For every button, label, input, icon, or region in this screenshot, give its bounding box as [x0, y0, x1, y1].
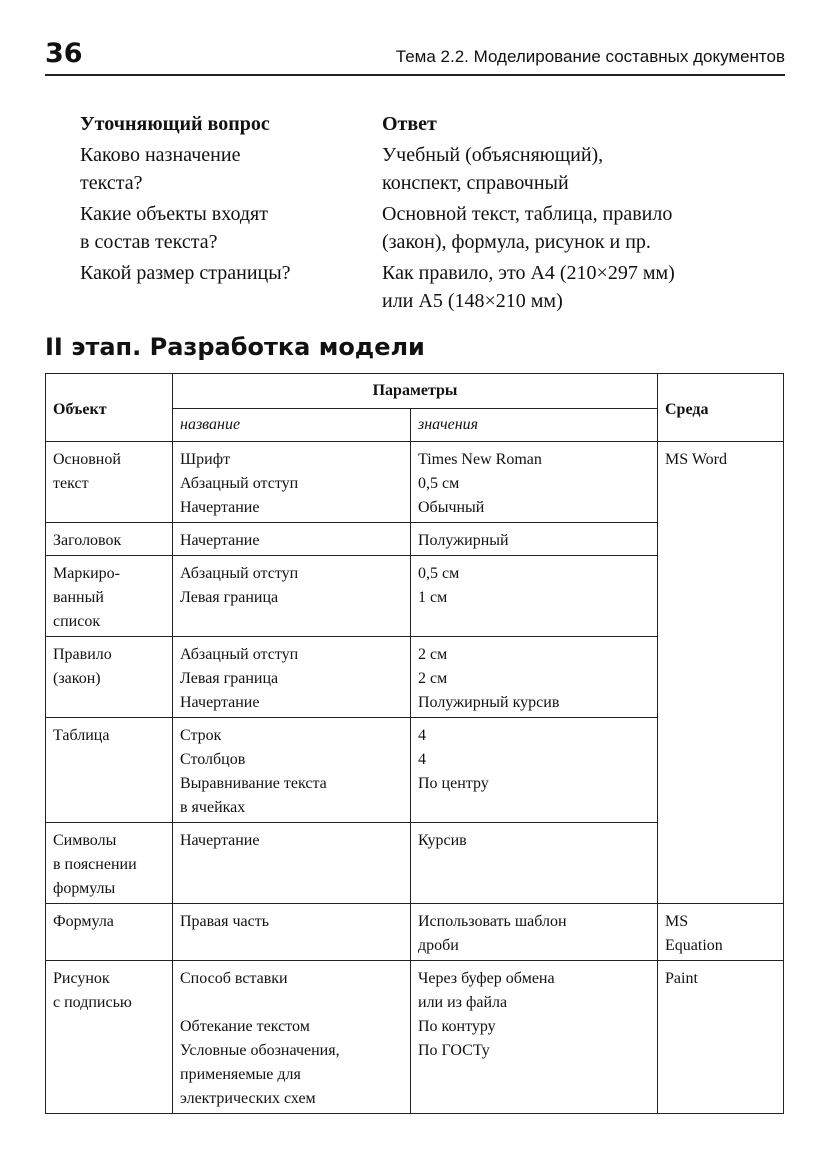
object-cell-line: Таблица	[53, 727, 110, 744]
param-value-cell-line: Полужирный	[418, 532, 509, 549]
qa-row	[80, 200, 792, 256]
param-value-cell-line: 2 см	[418, 646, 448, 663]
object-cell	[46, 442, 173, 523]
object-cell-line: Формула	[53, 913, 114, 930]
environment-cell	[658, 442, 784, 904]
param-name-cell-line: электрических схем	[180, 1090, 316, 1107]
param-name-cell-line: Абзацный отступ	[180, 475, 299, 492]
model-table	[45, 373, 784, 1114]
header-environment: Среда	[658, 374, 784, 442]
param-value-cell-line: По ГОСТу	[418, 1042, 490, 1059]
param-name-cell-line: Обтекание текстом	[180, 1018, 310, 1035]
param-name-cell	[173, 556, 411, 637]
param-name-cell-line: Абзацный отступ	[180, 565, 299, 582]
object-cell-line: текст	[53, 475, 89, 492]
object-cell-line: в пояснении	[53, 856, 137, 873]
param-value-cell-line: По контуру	[418, 1018, 496, 1035]
param-name-cell	[173, 523, 411, 556]
param-name-cell-line: применяемые для	[180, 1066, 301, 1083]
param-name-cell-line: Начертание	[180, 499, 260, 516]
param-name-cell-line: Абзацный отступ	[180, 646, 299, 663]
qa-row	[80, 141, 792, 197]
param-name-cell-line: Выравнивание текста	[180, 775, 327, 792]
object-cell-line: с подписью	[53, 994, 132, 1011]
param-value-cell	[411, 637, 658, 718]
qa-answer: Основной текст, таблица, правило (закон), формула, рисунок и пр.	[382, 203, 673, 253]
header-param-name: название	[173, 409, 411, 442]
qa-question: Какой размер страницы?	[80, 262, 291, 284]
param-name-cell-line: Начертание	[180, 532, 260, 549]
qa-row	[80, 259, 792, 315]
param-name-cell-line: Столбцов	[180, 751, 246, 768]
object-cell	[46, 556, 173, 637]
param-name-cell-line: Условные обозначения,	[180, 1042, 340, 1059]
param-value-cell	[411, 904, 658, 961]
environment-cell-line: MS	[665, 913, 689, 930]
param-value-cell-line: или из файла	[418, 994, 508, 1011]
param-value-cell	[411, 823, 658, 904]
param-name-cell-line: Способ вставки	[180, 970, 288, 987]
environment-cell	[658, 904, 784, 961]
param-name-cell-line: Левая граница	[180, 589, 279, 606]
param-name-cell-line: Правая часть	[180, 913, 269, 930]
param-value-cell	[411, 442, 658, 523]
header-parameters: Параметры	[173, 374, 658, 409]
header-param-values: значения	[411, 409, 658, 442]
param-name-cell	[173, 442, 411, 523]
table-row	[46, 442, 784, 523]
page-number: 36	[45, 38, 83, 69]
param-value-cell-line: 0,5 см	[418, 565, 460, 582]
param-name-cell-line: Начертание	[180, 694, 260, 711]
param-value-cell-line: Полужирный курсив	[418, 694, 560, 711]
object-cell-line: Символы	[53, 832, 117, 849]
param-value-cell-line: Times New Roman	[418, 451, 542, 468]
param-name-cell	[173, 961, 411, 1114]
object-cell	[46, 637, 173, 718]
qa-question: Каково назначение текста?	[80, 144, 241, 194]
object-cell	[46, 718, 173, 823]
param-value-cell	[411, 556, 658, 637]
param-name-cell-line: Левая граница	[180, 670, 279, 687]
qa-question: Какие объекты входят в состав текста?	[80, 203, 268, 253]
object-cell-line: Правило	[53, 646, 112, 663]
param-value-cell	[411, 523, 658, 556]
qa-header-question: Уточняющий вопрос	[80, 113, 270, 135]
section-title: II этап. Разработка модели	[45, 333, 425, 361]
object-cell	[46, 523, 173, 556]
param-value-cell-line: Курсив	[418, 832, 467, 849]
table-row	[46, 961, 784, 1114]
param-value-cell-line: 0,5 см	[418, 475, 460, 492]
environment-cell-line: Paint	[665, 970, 698, 987]
environment-cell-line: MS Word	[665, 451, 727, 468]
object-cell-line: список	[53, 613, 101, 630]
param-name-cell	[173, 823, 411, 904]
table-row	[46, 904, 784, 961]
running-title: Тема 2.2. Моделирование составных документов	[395, 47, 785, 66]
environment-cell-line: Equation	[665, 937, 723, 954]
object-cell-line: Основной	[53, 451, 121, 468]
param-value-cell	[411, 961, 658, 1114]
param-value-cell-line: 4	[418, 727, 426, 744]
param-value-cell-line: Использовать шаблон	[418, 913, 567, 930]
object-cell-line: (закон)	[53, 670, 101, 687]
object-cell	[46, 823, 173, 904]
param-name-cell-line: в ячейках	[180, 799, 246, 816]
param-name-cell-line	[180, 991, 404, 1015]
object-cell-line: Маркиро-	[53, 565, 120, 582]
param-value-cell-line: Через буфер обмена	[418, 970, 555, 987]
qa-header-answer: Ответ	[382, 113, 437, 135]
object-cell	[46, 904, 173, 961]
param-value-cell-line: 4	[418, 751, 426, 768]
object-cell-line: формулы	[53, 880, 116, 897]
param-name-cell	[173, 718, 411, 823]
param-value-cell	[411, 718, 658, 823]
param-value-cell-line: По центру	[418, 775, 489, 792]
clarifying-questions	[80, 110, 792, 318]
param-value-cell-line: Обычный	[418, 499, 485, 516]
header-rule	[45, 74, 785, 76]
param-value-cell-line: дроби	[418, 937, 459, 954]
param-value-cell-line: 2 см	[418, 670, 448, 687]
qa-answer: Как правило, это А4 (210×297 мм) или А5 (148×210 мм)	[382, 262, 675, 312]
object-cell	[46, 961, 173, 1114]
environment-cell	[658, 961, 784, 1114]
object-cell-line: Рисунок	[53, 970, 110, 987]
param-name-cell-line: Начертание	[180, 832, 260, 849]
header-object: Объект	[46, 374, 173, 442]
param-value-cell-line: 1 см	[418, 589, 448, 606]
param-name-cell-line: Строк	[180, 727, 222, 744]
param-name-cell	[173, 637, 411, 718]
object-cell-line: Заголовок	[53, 532, 122, 549]
param-name-cell-line: Шрифт	[180, 451, 231, 468]
qa-answer: Учебный (объясняющий), конспект, справочный	[382, 144, 604, 194]
object-cell-line: ванный	[53, 589, 104, 606]
param-name-cell	[173, 904, 411, 961]
